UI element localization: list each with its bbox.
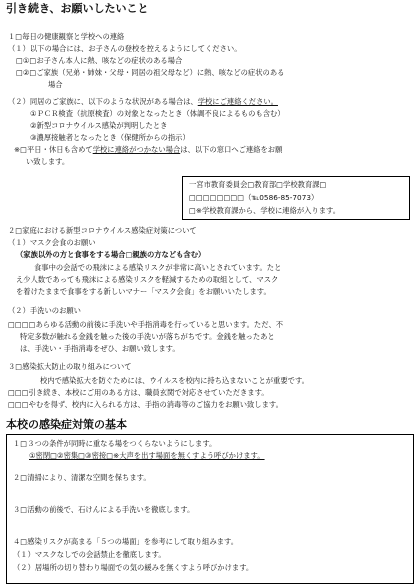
sec1-title: １□毎日の健康観察と学校への連絡: [8, 32, 125, 41]
sec3-title: ３□感染拡大防止の取り組みについて: [8, 362, 132, 371]
sec2-sub1-p1: 食事中の会話での飛沫による感染リスクが非常に高いとされています。たと: [34, 263, 282, 272]
contact-line2: □□□□□□□□（℡0586-85-7073）: [189, 193, 319, 202]
sec2-sub2-p3: は、手洗い・手指消毒をぜひ、お願い致します。: [20, 344, 180, 353]
basics-box: [6, 434, 414, 584]
basics-b4-2: （２）居場所の切り替わり場面での気の緩みを無くすよう呼びかけます。: [13, 563, 254, 572]
sec1-item1-2a: □②□ご家族（兄弟・姉妹・父母・同居の祖父母など）に熱、咳などの症状のある: [16, 68, 285, 77]
sec2-sub2: （２）手洗いのお願い: [8, 306, 81, 315]
sec1-item1-2b: 場合: [48, 80, 63, 89]
contact-box: [182, 176, 410, 220]
sec2-sub2-p1: □□□□あらゆる活動の前後に手洗いや手指消毒を行っていると思います。ただ、不: [8, 320, 284, 329]
sec1-item2-pre: （２）同居のご家族に、以下のような状況がある場合は、: [8, 97, 198, 106]
sec1-item2-1: ①ＰＣＲ検査（抗原検査）の対象となったとき（体調不良によるものも含む）: [30, 109, 285, 118]
sec1-note-pre: ※□平日・休日も含めて: [14, 145, 93, 154]
basics-b2: ２□清掃により、清潔な空間を保ちます。: [13, 473, 151, 482]
sec1-note: [14, 145, 282, 154]
sec3-p1: 校内で感染拡大を防ぐためには、ウイルスを校内に持ち込まないことが重要です。: [40, 376, 309, 385]
basics-b1: １□３つの条件が同時に重なる場をつくらないようにします。: [13, 439, 217, 448]
basics-b4-1: （１）マスクなしでの会話禁止を徹底します。: [13, 550, 166, 559]
sec2-sub2-p2: 特定多数が触れる金銭を触った後の手洗いが落ちがちです。金銭を触ったあと: [20, 332, 275, 341]
basics-b3: ３□活動の前後で、石けんによる手洗いを徹底します。: [13, 505, 195, 514]
basics-b4: ４□感染リスクが高まる「５つの場面」を参考にして取り組みます。: [13, 537, 239, 546]
contact-line3: □※学校教育課から、学校に連絡が入ります。: [189, 206, 341, 215]
sec2-sub1-bold: （家族以外の方と食事をする場合□親族の方なども含む）: [16, 250, 206, 259]
sec1-note-underlined: 学校に連絡がつかない場合: [92, 145, 181, 154]
sec2-sub1-p2: え少人数であっても飛沫による感染リスクを軽減するための取組として、マスク: [16, 275, 279, 284]
sec3-p3: □□□やむを得ず、校内に入られる方は、手指の消毒等のご協力をお願い致します。: [8, 400, 283, 409]
sec2-sub1: （１）マスク会食のお願い: [8, 238, 96, 247]
sec2-title: ２□家庭における新型コロナウイルス感染症対策について: [8, 226, 197, 235]
contact-line1: 一宮市教育委員会□教育部□学校教育課□: [189, 180, 327, 189]
heading-continue-requests: 引き続き、お願いしたいこと: [6, 2, 149, 15]
sec1-note-post: は、以下の窓口へご連絡をお願: [180, 145, 283, 154]
sec1-item2-underlined: 学校にご連絡ください。: [197, 97, 278, 106]
sec3-p2: □□□引き続き、本校にご用のある方は、職員玄関で対応させていただきます。: [8, 388, 269, 397]
sec1-note-2: い致します。: [26, 157, 70, 166]
sec1-item1-1: □①□お子さん本人に熱、咳などの症状のある場合: [16, 56, 183, 65]
basics-b1-underlined: ①密閉□②密集□③密接□※大声を出す場面を無くすよう呼びかけます。: [29, 451, 265, 460]
sec2-sub1-p3: を着けたままで食事をする新しいマナー「マスク会食」をお願いいたします。: [16, 287, 271, 296]
sec1-item2-3: ③濃厚接触者となったとき（保健所からの指示）: [30, 133, 190, 142]
sec1-item1: （１）以下の場合には、お子さんの登校を控えるようにしてください。: [8, 44, 242, 53]
sec1-item2: [8, 97, 278, 106]
sec1-item2-2: ②新型コロナウイルス感染が判明したとき: [30, 121, 168, 130]
heading-basic-measures: 本校の感染症対策の基本: [6, 418, 127, 431]
